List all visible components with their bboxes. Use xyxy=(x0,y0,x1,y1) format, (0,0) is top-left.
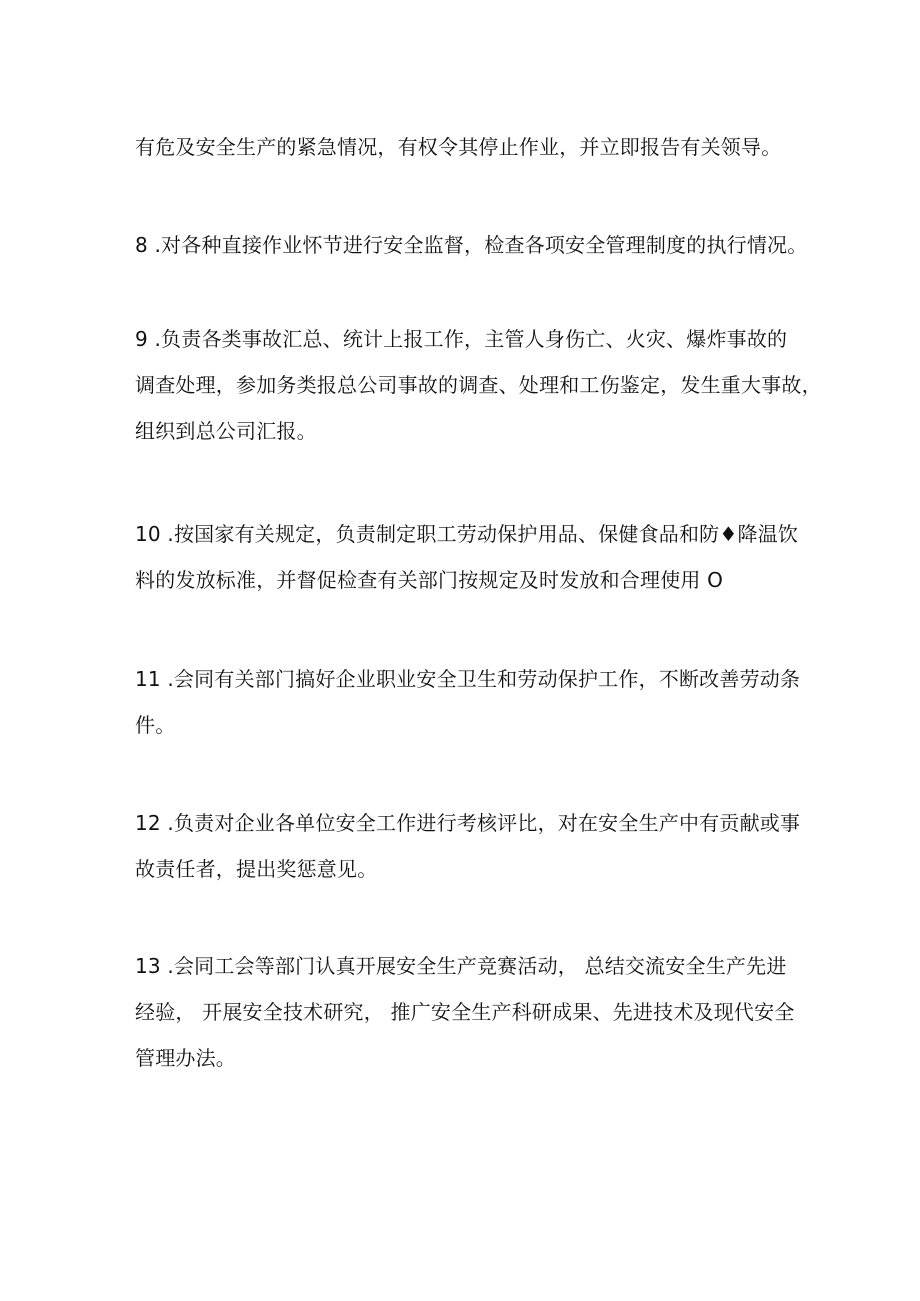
paragraph-line: 料的发放标准，并督促检查有关部门按规定及时发放和合理使用 O xyxy=(135,568,724,592)
paragraph-9 xyxy=(135,316,822,454)
paragraph-7-continuation xyxy=(135,124,803,170)
paragraph-line: 13 .会同工会等部门认真开展安全生产竞赛活动， 总结交流安全生产先进 xyxy=(135,954,787,978)
paragraph-12 xyxy=(135,800,803,892)
paragraph-line: 调查处理，参加务类报总公司事故的调查、处理和工伤鉴定，发生重大事故， xyxy=(135,373,822,397)
paragraph-line: 9 .负责各类事故汇总、统计上报工作，主管人身伤亡、火灾、爆炸事故的 xyxy=(135,327,788,351)
paragraph-line: 11 .会同有关部门搞好企业职业安全卫生和劳动保护工作，不断改善劳动条 xyxy=(135,667,801,691)
paragraph-line: 组织到总公司汇报。 xyxy=(135,419,317,443)
paragraph-13 xyxy=(135,943,803,1081)
paragraph-line: 12 .负责对企业各单位安全工作进行考核评比，对在安全生产中有贡献或事 xyxy=(135,811,801,835)
paragraph-line: 管理办法。 xyxy=(135,1046,236,1070)
paragraph-10 xyxy=(135,511,803,603)
paragraph-line: 8 .对各种直接作业怀节进行安全监督，检查各项安全管理制度的执行情况。 xyxy=(135,233,808,257)
paragraph-line: 经验， 开展安全技术研究， 推广安全生产科研成果、先进技术及现代安全 xyxy=(135,1000,795,1024)
paragraph-8 xyxy=(135,222,808,268)
paragraph-line: 件。 xyxy=(135,713,176,737)
paragraph-line: 故责任者，提出奖惩意见。 xyxy=(135,857,378,881)
paragraph-line: 有危及安全生产的紧急情况，有权令其停止作业，并立即报告有关领导。 xyxy=(135,135,782,159)
paragraph-11 xyxy=(135,656,803,748)
paragraph-line: 10 .按国家有关规定，负责制定职工劳动保护用品、保健食品和防♦降温饮 xyxy=(135,522,799,546)
